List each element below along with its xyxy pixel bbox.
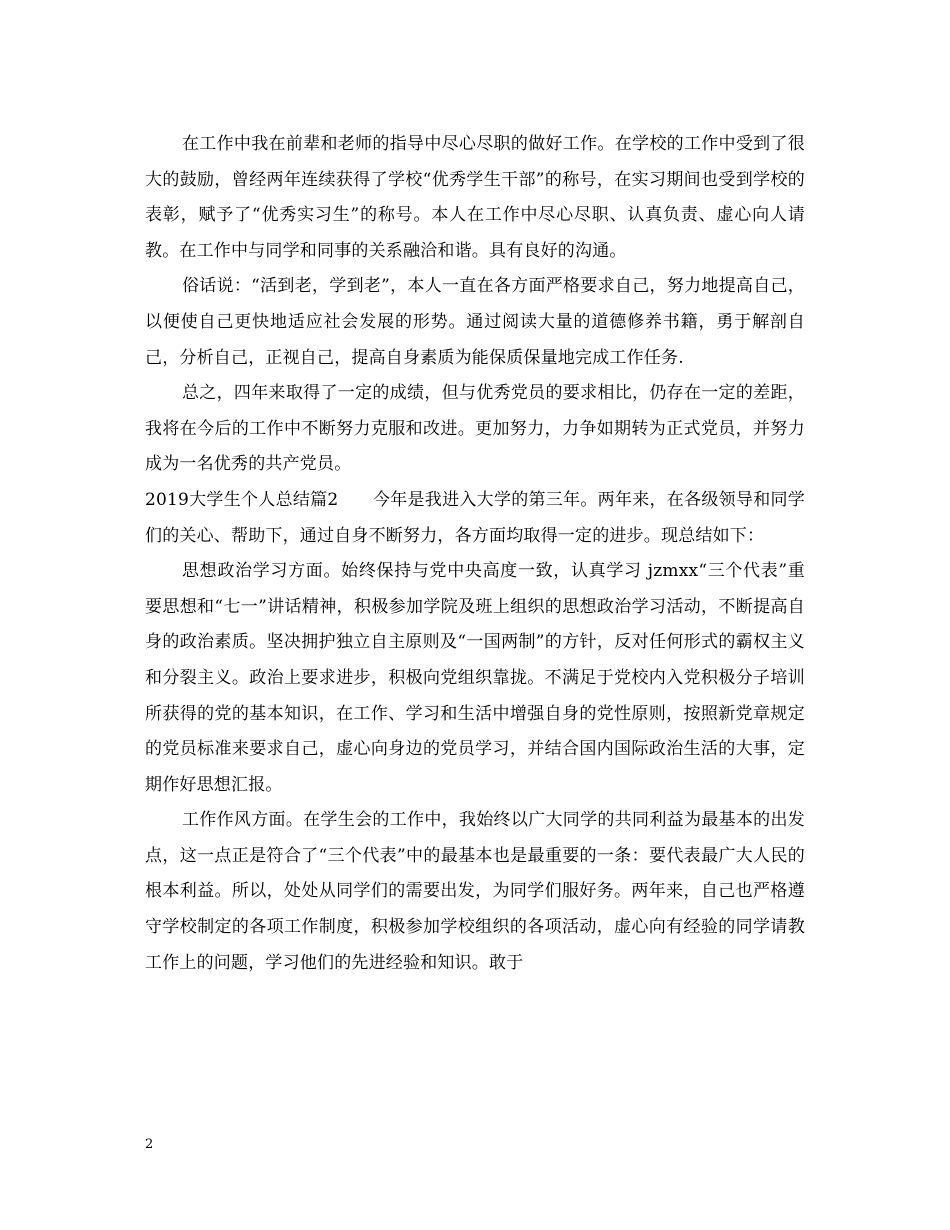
- page-number: 2: [145, 1137, 154, 1152]
- document-body: [145, 127, 805, 981]
- section-heading-gap: [338, 490, 372, 510]
- paragraph-self-improvement: 俗话说：“活到老，学到老”，本人一直在各方面严格要求自己，努力地提高自己，以便使自己更快地适应社会发展的形势。通过阅读大量的道德修养书籍，勇于解剖自己，分析自己，正视自己，提高自身素质为能保质保量地完成工作任务.: [145, 276, 805, 368]
- section-intro: 今年是我进入大学的第三年。两年来，在各级领导和同学们的关心、帮助下，通过自身不断努力，各方面均取得一定的进步。现总结如下：: [145, 489, 805, 546]
- paragraph-work-experience: 在工作中我在前辈和老师的指导中尽心尽职的做好工作。在学校的工作中受到了很大的鼓励，曾经两年连续获得了学校“优秀学生干部”的称号，在实习期间也受到学校的表彰，赋予了“优秀实习生”的称号。本人在工作中尽心尽职、认真负责、虚心向人请教。在工作中与同学和同事的关系融洽和谐。具有良好的沟通。: [145, 134, 805, 261]
- paragraph-conclusion: 总之，四年来取得了一定的成绩，但与优秀党员的要求相比，仍存在一定的差距，我将在今后的工作中不断努力克服和改进。更加努力，力争如期转为正式党员，并努力成为一名优秀的共产党员。: [145, 383, 805, 475]
- paragraph-political-study: 思想政治学习方面。始终保持与党中央高度一致，认真学习 jzmxx“三个代表”重要思想和“七一”讲话精神，积极参加学院及班上组织的思想政治学习活动，不断提高自身的政治素质。坚决拥护独立自主原则及“一国两制”的方针，反对任何形式的霸权主义和分裂主义。政治上要求进步，积极向党组织靠拢。不满足于党校内入党积极分子培训所获得的党的基本知识，在工作、学习和生活中增强自身的党性原则，按照新党章规定的党员标准来要求自己，虚心向身边的党员学习，并结合国内国际政治生活的大事，定期作好思想汇报。: [145, 561, 805, 795]
- section-heading: 2019大学生个人总结篇2: [145, 489, 339, 510]
- section-start-paragraph: [145, 483, 805, 554]
- paragraph-work-style: 工作作风方面。在学生会的工作中，我始终以广大同学的共同利益为最基本的出发点，这一点正是符合了“三个代表”中的最基本也是最重要的一条：要代表最广大人民的根本利益。所以，处处从同学们的需要出发，为同学们服好务。两年来，自己也严格遵守学校制定的各项工作制度，积极参加学校组织的各项活动，虚心向有经验的同学请教工作上的问题，学习他们的先进经验和知识。敢于: [145, 810, 805, 973]
